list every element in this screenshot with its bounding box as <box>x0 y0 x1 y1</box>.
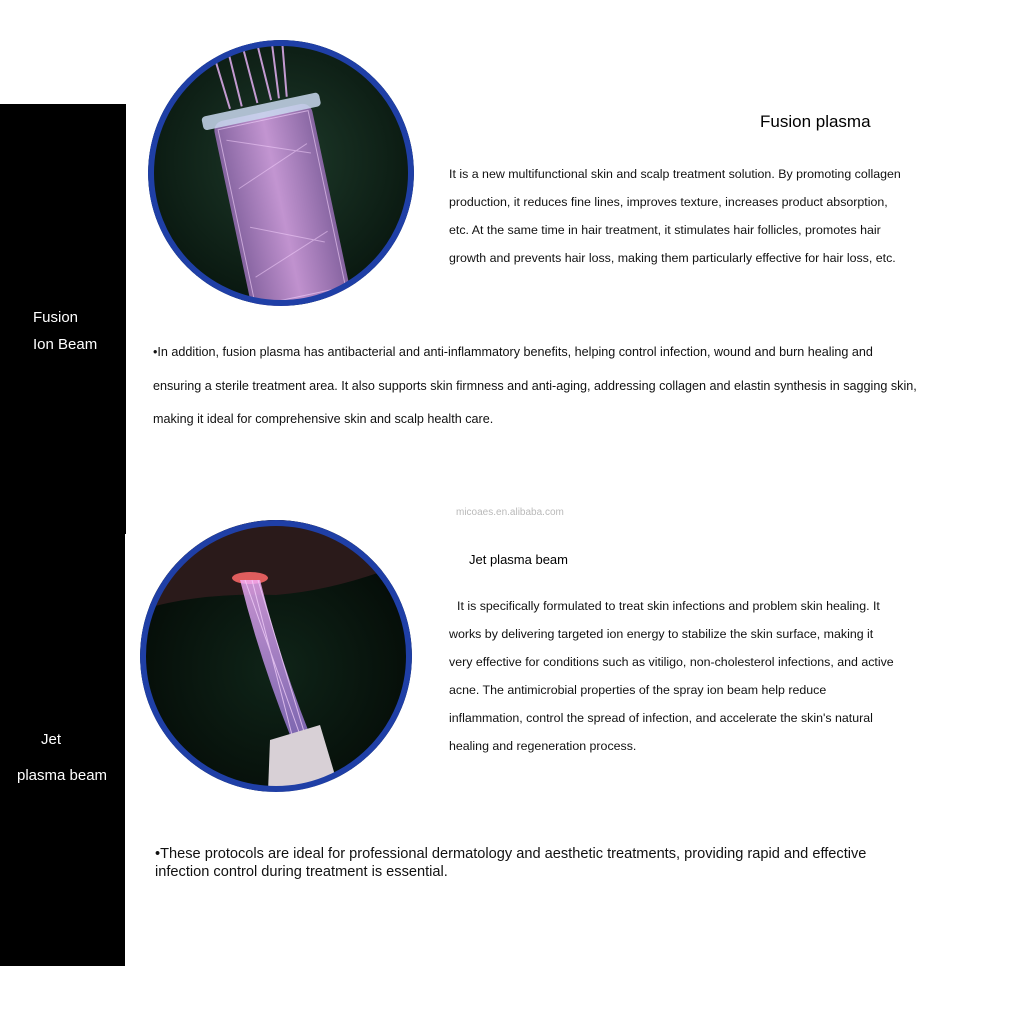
jet-plasma-title: Jet plasma beam <box>469 552 568 567</box>
sidebar-fusion-ion-beam <box>0 104 126 534</box>
jet-plasma-photo <box>140 520 412 792</box>
sidebar-label-plasma-beam: plasma beam <box>17 767 108 784</box>
fusion-plasma-description: It is a new multifunctional skin and scalp treatment solution. By promoting collagen production, it reduces fine lines, improves texture, increases product absorption, etc. At the same time in hair treatment, it stimulates hair follicles, promotes hair growth and prevents hair loss, making them particularly effective for hair loss, etc. <box>449 167 901 265</box>
watermark: micoaes.en.alibaba.com <box>456 507 564 518</box>
fusion-plasma-photo <box>148 40 414 306</box>
sidebar-label-fusion: Fusion <box>33 309 79 326</box>
sidebar-label-jet: Jet <box>41 731 62 748</box>
fusion-plasma-additional: •In addition, fusion plasma has antibacterial and anti-inflammatory benefits, helping control infection, wound and burn healing and ensuring a sterile treatment area. It also supports skin firmness and anti-aging, addressing collagen and elastin synthesis in sagging skin, making it ideal for comprehensive skin and scalp health care. <box>153 345 917 426</box>
footer-note: •These protocols are ideal for professional dermatology and aesthetic treatments, providing rapid and effective infection control during treatment is essential. <box>155 846 867 880</box>
jet-plasma-description: It is specifically formulated to treat skin infections and problem skin healing. It works by delivering targeted ion energy to stabilize the skin surface, making it very effective for conditions such as vitiligo, non-cholesterol infections, and active acne. The antimicrobial properties of the spray ion beam help reduce inflammation, control the spread of infection, and accelerate the skin's natural healing and regeneration process. <box>449 599 894 753</box>
fusion-plasma-title: Fusion plasma <box>760 112 871 131</box>
sidebar-label-ion-beam: Ion Beam <box>33 336 98 353</box>
sidebar-jet-plasma-beam <box>0 534 125 966</box>
